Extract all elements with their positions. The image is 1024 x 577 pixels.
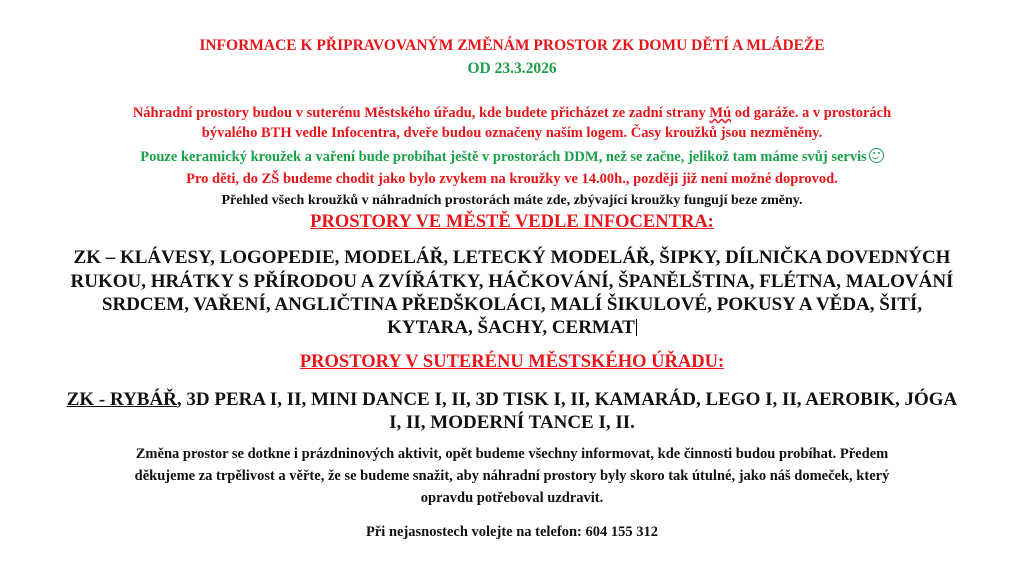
text-cursor — [636, 319, 637, 336]
closing-line-2: děkujeme za trpělivost a věřte, že se budeme snažit, aby náhradní prostory byly skoro tak útulné, jako náš domeček, který — [134, 468, 890, 484]
suteren-line-1-start: ZK - RYBÁŘ — [66, 389, 177, 410]
closing-line-1: Změna prostor se dotkne i prázdninových aktivit, opět budeme všechny informovat, kde činnosti budou probíhat. Předem — [135, 446, 889, 462]
effective-date: OD 23.3.2026 — [467, 60, 557, 77]
notice-line-2: bývalého BTH vedle Infocentra, dveře budou označeny naším logem. Časy kroužků jsou nezměněny. — [201, 125, 823, 141]
page-title: INFORMACE K PŘIPRAVOVANÝM ZMĚNÁM PROSTOR ZK DOMU DĚTÍ A MLÁDEŽE — [199, 37, 825, 54]
notice-line-5: Přehled všech kroužků v náhradních prostorách máte zde, zbývající kroužky fungují beze změny. — [221, 193, 803, 208]
notice-line-4: Pro děti, do ZŠ budeme chodit jako bylo zvykem na kroužky ve 14.00h., později již není možné doprovod. — [186, 171, 838, 187]
section-heading-suteren: PROSTORY V SUTERÉNU MĚSTSKÉHO ÚŘADU: — [299, 352, 725, 372]
infocentrum-line-1: ZK – KLÁVESY, LOGOPEDIE, MODELÁŘ, LETECKÝ MODELÁŘ, ŠIPKY, DÍLNIČKA DOVEDNÝCH — [73, 247, 951, 268]
notice-line-1-end: od garáže. a v prostorách — [731, 105, 892, 121]
suteren-line-2: I, II, MODERNÍ TANCE I, II. — [389, 412, 635, 433]
notice-line-1-start: Náhradní prostory budou v suterénu Městského úřadu, kde budete přicházet ze zadní strany — [132, 105, 710, 121]
notice-line-3 — [0, 148, 1024, 166]
smiley-icon — [869, 148, 884, 163]
infocentrum-line-3: SRDCEM, VAŘENÍ, ANGLIČTINA PŘEDŠKOLÁCI, MALÍ ŠIKULOVÉ, POKUSY A VĚDA, ŠITÍ, — [101, 294, 923, 315]
notice-line-3-text: Pouze keramický kroužek a vaření bude probíhat ještě v prostorách DDM, než se začne, jelikož tam máme svůj servis — [140, 149, 867, 165]
closing-line-3: opravdu potřeboval uzdravit. — [420, 490, 604, 506]
suteren-line-1 — [0, 389, 1024, 411]
infocentrum-line-2: RUKOU, HRÁTKY S PŘÍRODOU A ZVÍŘÁTKY, HÁČKOVÁNÍ, ŠPANĚLŠTINA, FLÉTNA, MALOVÁNÍ — [70, 271, 954, 292]
notice-line-1 — [0, 105, 1024, 122]
contact-line: Při nejasnostech volejte na telefon: 604 155 312 — [366, 524, 658, 540]
mu-abbreviation: Mú — [709, 105, 732, 121]
suteren-line-1-end: , 3D PERA I, II, MINI DANCE I, II, 3D TISK I, II, KAMARÁD, LEGO I, II, AEROBIK, JÓGA — [176, 389, 958, 410]
infocentrum-line-4 — [0, 317, 1024, 339]
infocentrum-line-4-text: KYTARA, ŠACHY, CERMAT — [387, 317, 635, 338]
section-heading-infocentrum: PROSTORY VE MĚSTĚ VEDLE INFOCENTRA: — [310, 212, 714, 232]
